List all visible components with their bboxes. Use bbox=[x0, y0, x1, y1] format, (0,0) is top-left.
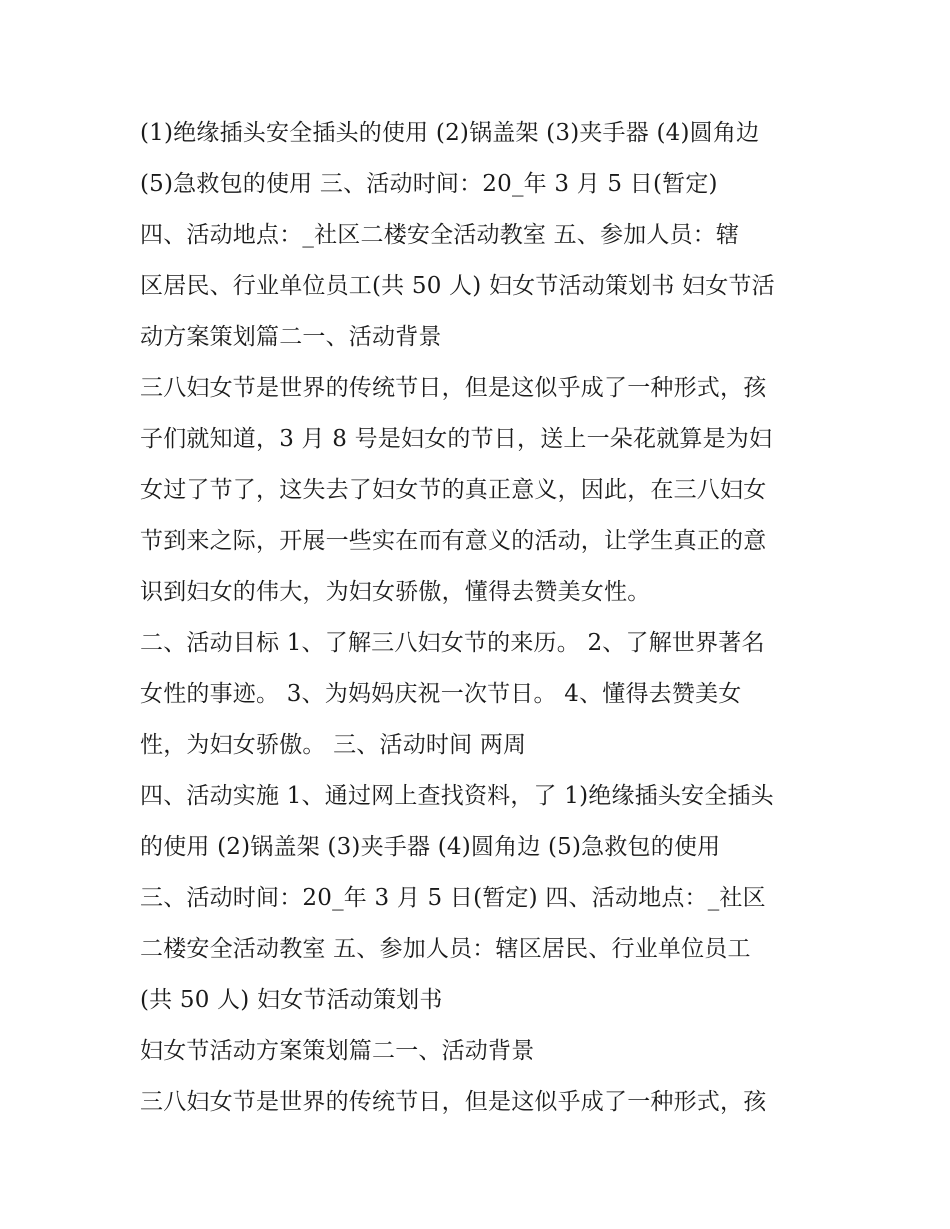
text-line-10: 识到妇女的伟大，为妇女骄傲，懂得去赞美女性。 bbox=[140, 579, 651, 605]
text-line-6: 三八妇女节是世界的传统节日，但是这似乎成了一种形式，孩 bbox=[140, 375, 767, 401]
text-line-8: 女过了节了，这失去了妇女节的真正意义，因此，在三八妇女 bbox=[140, 477, 767, 503]
text-line-14: 四、活动实施 1、通过网上查找资料，了 1)绝缘插头安全插头 bbox=[140, 783, 774, 809]
text-line-3: 四、活动地点：_社区二楼安全活动教室 五、参加人员：辖 bbox=[140, 222, 740, 248]
text-line-2: (5)急救包的使用 三、活动时间：20_年 3 月 5 日(暂定) bbox=[140, 171, 718, 197]
text-line-5: 动方案策划篇二一、活动背景 bbox=[140, 324, 442, 350]
text-line-12: 女性的事迹。 3、为妈妈庆祝一次节日。 4、懂得去赞美女 bbox=[140, 681, 742, 707]
text-line-7: 子们就知道，3 月 8 号是妇女的节日，送上一朵花就算是为妇 bbox=[140, 426, 773, 452]
text-line-4: 区居民、行业单位员工(共 50 人) 妇女节活动策划书 妇女节活 bbox=[140, 273, 775, 299]
body-text bbox=[140, 108, 830, 1128]
text-line-20: 三八妇女节是世界的传统节日，但是这似乎成了一种形式，孩 bbox=[140, 1089, 767, 1115]
text-line-18: (共 50 人) 妇女节活动策划书 bbox=[140, 987, 443, 1013]
text-line-17: 二楼安全活动教室 五、参加人员：辖区居民、行业单位员工 bbox=[140, 936, 751, 962]
text-line-16: 三、活动时间：20_年 3 月 5 日(暂定) 四、活动地点：_社区 bbox=[140, 885, 766, 911]
text-line-13: 性，为妇女骄傲。 三、活动时间 两周 bbox=[140, 732, 527, 758]
text-line-15: 的使用 (2)锅盖架 (3)夹手器 (4)圆角边 (5)急救包的使用 bbox=[140, 834, 721, 860]
text-line-1: (1)绝缘插头安全插头的使用 (2)锅盖架 (3)夹手器 (4)圆角边 bbox=[140, 120, 760, 146]
text-line-11: 二、活动目标 1、了解三八妇女节的来历。 2、了解世界著名 bbox=[140, 630, 765, 656]
text-line-19: 妇女节活动方案策划篇二一、活动背景 bbox=[140, 1038, 535, 1064]
text-line-9: 节到来之际，开展一些实在而有意义的活动，让学生真正的意 bbox=[140, 528, 767, 554]
